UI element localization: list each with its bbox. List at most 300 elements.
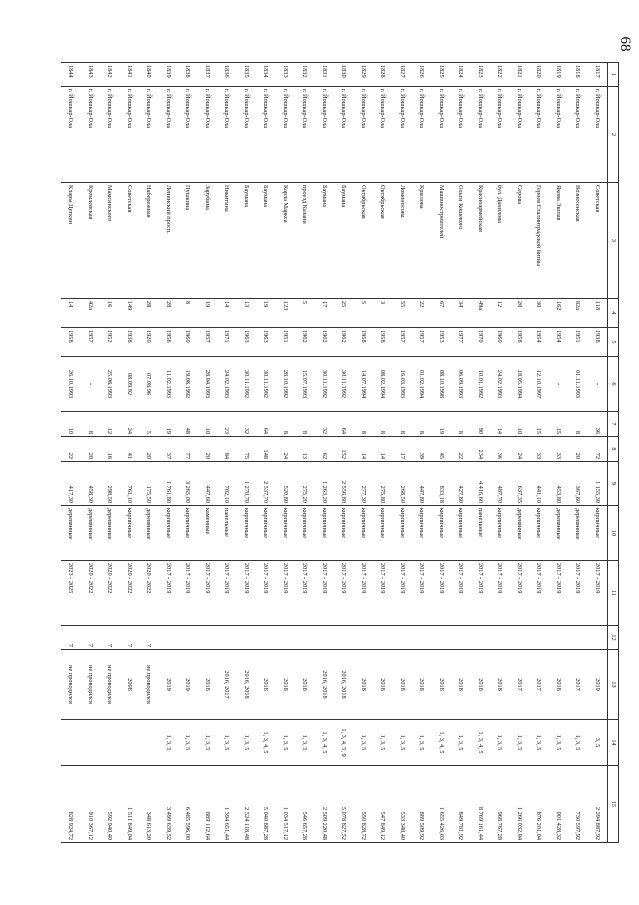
row-number: 1824 xyxy=(451,63,471,87)
value-cell-8: 37 xyxy=(159,437,179,462)
row-number: 1830 xyxy=(334,63,354,87)
date-cell: 26.10.1993 xyxy=(61,357,81,412)
house-number-cell: 82а xyxy=(568,299,588,328)
value-cell-8: 13 xyxy=(295,437,315,462)
value-cell-7: 8 xyxy=(451,412,471,437)
survey-year-cell: 2016, 2018 xyxy=(315,650,335,720)
street-cell: Баумана xyxy=(256,183,276,299)
date-cell: 30.11.1992 xyxy=(256,357,276,412)
table-row xyxy=(451,63,471,843)
column-header: 7 xyxy=(608,412,619,437)
date-cell: - xyxy=(81,357,101,412)
value-cell-7: 15 xyxy=(549,412,569,437)
house-number-cell: 13 xyxy=(237,299,257,328)
date-cell: 08.10.1998 xyxy=(432,357,452,412)
value-cell-8: 22 xyxy=(451,437,471,462)
date-cell: 08.09.92 xyxy=(120,357,140,412)
value-cell-7: 19 xyxy=(432,412,452,437)
year-built-cell: 1956 xyxy=(159,328,179,357)
street-cell: Баумана xyxy=(334,183,354,299)
wall-material-cell: кирпичные xyxy=(237,506,257,561)
street-cell: Клары Цеткин xyxy=(61,183,81,299)
city-cell: г. Йошкар-Ола xyxy=(354,87,374,183)
work-types-cell: 3, 5 xyxy=(588,720,608,766)
column-header: 12 xyxy=(608,626,619,650)
year-built-cell: 1960 xyxy=(178,328,198,357)
house-number-cell: 34 xyxy=(451,299,471,328)
row-number: 1820 xyxy=(529,63,549,87)
table-row xyxy=(120,63,140,843)
value-cell-12 xyxy=(334,626,354,650)
value-cell-12 xyxy=(198,626,218,650)
value-cell-8: 234 xyxy=(471,437,491,462)
area-cell: 1 263,20 xyxy=(315,462,335,506)
date-cell: 11.02.1993 xyxy=(159,357,179,412)
area-cell: 2 537,70 xyxy=(256,462,276,506)
house-number-cell: 14 xyxy=(217,299,237,328)
house-number-cell: 28 xyxy=(139,299,159,328)
house-number-cell: 30 xyxy=(529,299,549,328)
street-cell: Ольги Кошевого xyxy=(451,183,471,299)
row-number: 1827 xyxy=(393,63,413,87)
cost-cell: 876 201,04 xyxy=(529,766,549,843)
city-cell: г. Йошкар-Ола xyxy=(393,87,413,183)
house-number-cell: 118 xyxy=(588,299,608,328)
date-cell: 24.02.1993 xyxy=(217,357,237,412)
value-cell-8: 39 xyxy=(412,437,432,462)
house-number-cell: 67 xyxy=(432,299,452,328)
wall-material-cell: кирпичные xyxy=(490,506,510,561)
house-number-cell: 49а xyxy=(471,299,491,328)
wall-material-cell: панельные xyxy=(471,506,491,561)
table-row xyxy=(315,63,335,843)
column-header: 6 xyxy=(608,357,619,412)
wall-material-cell: кирпичные xyxy=(412,506,432,561)
date-cell: 30.11.1992 xyxy=(334,357,354,412)
value-cell-7: 64 xyxy=(256,412,276,437)
value-cell-12 xyxy=(276,626,296,650)
house-number-cell: 19 xyxy=(256,299,276,328)
house-number-cell: 28 xyxy=(159,299,179,328)
survey-year-cell: 2019 xyxy=(588,650,608,720)
house-number-cell: 22 xyxy=(412,299,432,328)
period-cell: 2017 - 2019 xyxy=(568,561,588,626)
wall-material-cell: деревянные xyxy=(81,506,101,561)
work-types-cell xyxy=(100,720,120,766)
area-cell: 447,80 xyxy=(412,462,432,506)
year-built-cell: 1938 xyxy=(120,328,140,357)
table-row xyxy=(237,63,257,843)
year-built-cell: 1920 xyxy=(139,328,159,357)
table-row xyxy=(198,63,218,843)
date-cell: 25.08.1993 xyxy=(100,357,120,412)
row-number: 1839 xyxy=(159,63,179,87)
value-cell-12 xyxy=(471,626,491,650)
survey-year-cell: 2018 xyxy=(198,650,218,720)
row-number: 1840 xyxy=(139,63,159,87)
value-cell-8: 36 xyxy=(490,437,510,462)
year-built-cell: 1957 xyxy=(393,328,413,357)
street-cell: Красноармейская xyxy=(471,183,491,299)
value-cell-8: 84 xyxy=(217,437,237,462)
work-types-cell: 1, 3, 4, 5 xyxy=(315,720,335,766)
house-number-cell: 20 xyxy=(510,299,530,328)
city-cell: г. Йошкар-Ола xyxy=(451,87,471,183)
row-number: 1821 xyxy=(510,63,530,87)
wall-material-cell: кирпичные xyxy=(373,506,393,561)
value-cell-7: 8 xyxy=(354,412,374,437)
cost-cell: 828 924,72 xyxy=(61,766,81,843)
survey-year-cell: не проводился xyxy=(139,650,159,720)
year-built-cell: 1957 xyxy=(198,328,218,357)
cost-cell: 5 078 827,52 xyxy=(334,766,354,843)
row-number: 1831 xyxy=(315,63,335,87)
value-cell-8: 20 xyxy=(568,437,588,462)
street-cell: Якова Эшпая xyxy=(549,183,569,299)
value-cell-8: 62 xyxy=(315,437,335,462)
area-cell: 277,30 xyxy=(354,462,374,506)
survey-year-cell: 2018 xyxy=(295,650,315,720)
survey-year-cell: 2017 xyxy=(568,650,588,720)
period-cell: 2017 - 2019 xyxy=(334,561,354,626)
value-cell-12 xyxy=(549,626,569,650)
street-cell: Карла Маркса xyxy=(276,183,296,299)
house-number-cell: 5 xyxy=(295,299,315,328)
city-cell: г. Йошкар-Ола xyxy=(412,87,432,183)
wall-material-cell: деревянные xyxy=(139,506,159,561)
period-cell: 2017 - 2019 xyxy=(178,561,198,626)
house-number-cell: 12 xyxy=(490,299,510,328)
city-cell: г. Йошкар-Ола xyxy=(490,87,510,183)
city-cell: г. Йошкар-Ола xyxy=(198,87,218,183)
wall-material-cell: деревянные xyxy=(549,506,569,561)
work-types-cell: 1, 3, 5 xyxy=(198,720,218,766)
year-built-cell: 1962 xyxy=(315,328,335,357)
street-cell: Никитина xyxy=(217,183,237,299)
row-number: 1842 xyxy=(100,63,120,87)
value-cell-8: 16 xyxy=(100,437,120,462)
date-cell: 19.08.1992 xyxy=(178,357,198,412)
year-built-cell: 1957 xyxy=(412,328,432,357)
wall-material-cell: кирпичные xyxy=(451,506,471,561)
value-cell-7: 36 xyxy=(588,412,608,437)
date-cell: 28.04.1993 xyxy=(198,357,218,412)
period-cell: 2017 - 2019 xyxy=(256,561,276,626)
year-built-cell: 1938 xyxy=(588,328,608,357)
value-cell-8: 20 xyxy=(198,437,218,462)
street-cell: Кремлевская xyxy=(81,183,101,299)
value-cell-8: 14 xyxy=(373,437,393,462)
date-cell: 18.05.1994 xyxy=(510,357,530,412)
table-row xyxy=(393,63,413,843)
column-header: 15 xyxy=(608,766,619,843)
row-number: 1818 xyxy=(568,63,588,87)
value-cell-7: 64 xyxy=(334,412,354,437)
row-number: 1837 xyxy=(198,63,218,87)
value-cell-8: 77 xyxy=(178,437,198,462)
table-row xyxy=(256,63,276,843)
city-cell: г. Йошкар-Ола xyxy=(588,87,608,183)
value-cell-12: 7 xyxy=(61,626,81,650)
area-cell: 1 270,70 xyxy=(237,462,257,506)
period-cell: 2017 - 2019 xyxy=(198,561,218,626)
street-cell: Героев Сталинградской битвы xyxy=(529,183,549,299)
area-cell: 2 556,80 xyxy=(334,462,354,506)
period-cell: 2020 - 2022 xyxy=(139,561,159,626)
house-number-cell: 123 xyxy=(276,299,296,328)
wall-material-cell: кирпичные xyxy=(276,506,296,561)
period-cell: 2017 - 2019 xyxy=(432,561,452,626)
table-row xyxy=(217,63,237,843)
rotated-table-container xyxy=(67,62,619,842)
area-cell: 4 416,60 xyxy=(471,462,491,506)
value-cell-12 xyxy=(510,626,530,650)
city-cell: г. Йошкар-Ола xyxy=(334,87,354,183)
table-row xyxy=(178,63,198,843)
survey-year-cell: 2018 xyxy=(276,650,296,720)
area-cell: 1 761,80 xyxy=(159,462,179,506)
city-cell: г. Йошкар-Ола xyxy=(100,87,120,183)
period-cell: 2017 - 2019 xyxy=(237,561,257,626)
column-header: 9 xyxy=(608,462,619,506)
street-cell: Советская xyxy=(588,183,608,299)
street-cell: Ломоносова xyxy=(393,183,413,299)
cost-cell: 1 034 517,12 xyxy=(276,766,296,843)
street-cell: Октябрьская xyxy=(354,183,374,299)
survey-year-cell: 2018 xyxy=(549,650,569,720)
survey-year-cell: 2018 xyxy=(354,650,374,720)
wall-material-cell: кирпичные xyxy=(334,506,354,561)
value-cell-12 xyxy=(178,626,198,650)
street-cell: Советская xyxy=(120,183,140,299)
value-cell-8: 152 xyxy=(334,437,354,462)
work-types-cell: 1, 3, 5 xyxy=(451,720,471,766)
value-cell-12 xyxy=(568,626,588,650)
area-cell: 453,80 xyxy=(549,462,569,506)
street-cell: Баумана xyxy=(237,183,257,299)
work-types-cell: 1, 3, 5 xyxy=(178,720,198,766)
date-cell: 24.02.1993 xyxy=(490,357,510,412)
city-cell: г. Йошкар-Ола xyxy=(510,87,530,183)
date-cell: 08.02.1994 xyxy=(373,357,393,412)
date-cell: 07.08.96 xyxy=(139,357,159,412)
value-cell-8: 41 xyxy=(120,437,140,462)
work-types-cell: 1, 3, 5 xyxy=(217,720,237,766)
city-cell: г. Йошкар-Ола xyxy=(61,87,81,183)
year-built-cell: 1963 xyxy=(256,328,276,357)
wall-material-cell: кирпичные xyxy=(178,506,198,561)
cost-cell: 547 849,12 xyxy=(373,766,393,843)
table-row xyxy=(412,63,432,843)
value-cell-7: 8 xyxy=(393,412,413,437)
period-cell: 2017 - 2019 xyxy=(393,561,413,626)
cost-cell: 901 428,32 xyxy=(549,766,569,843)
area-cell: 3 265,00 xyxy=(178,462,198,506)
wall-material-cell: деревянные xyxy=(61,506,81,561)
table-row xyxy=(510,63,530,843)
housing-table xyxy=(61,62,619,843)
value-cell-7: 10 xyxy=(61,412,81,437)
value-cell-8: 20 xyxy=(139,437,159,462)
house-number-cell: 3 xyxy=(373,299,393,328)
date-cell: 14.07.1994 xyxy=(354,357,374,412)
house-number-cell: 16 xyxy=(100,299,120,328)
work-types-cell: 1, 3, 4, 5 xyxy=(432,720,452,766)
value-cell-12 xyxy=(237,626,257,650)
period-cell: 2017 - 2019 xyxy=(295,561,315,626)
work-types-cell: 1, 3, 5 xyxy=(354,720,374,766)
table-row xyxy=(549,63,569,843)
work-types-cell: 1, 3, 5 xyxy=(529,720,549,766)
column-header: 3 xyxy=(608,183,619,299)
date-cell: 28.10.1992 xyxy=(276,357,296,412)
period-cell: 2017 - 2019 xyxy=(510,561,530,626)
city-cell: г. Йошкар-Ола xyxy=(549,87,569,183)
value-cell-7: 12 xyxy=(100,412,120,437)
work-types-cell: 1, 3, 5 xyxy=(568,720,588,766)
survey-year-cell: 2018 xyxy=(471,650,491,720)
date-cell: 12.10.1997 xyxy=(529,357,549,412)
house-number-cell: 162 xyxy=(549,299,569,328)
value-cell-12: 7 xyxy=(139,626,159,650)
value-cell-12: 7 xyxy=(100,626,120,650)
table-row xyxy=(295,63,315,843)
year-built-cell: 1962 xyxy=(334,328,354,357)
house-number-cell: 8 xyxy=(178,299,198,328)
wall-material-cell: кирпичные xyxy=(256,506,276,561)
table-row xyxy=(568,63,588,843)
year-built-cell: 1963 xyxy=(237,328,257,357)
survey-year-cell: 2008 xyxy=(120,650,140,720)
city-cell: г. Йошкар-Ола xyxy=(315,87,335,183)
house-number-cell: 5 xyxy=(354,299,374,328)
area-cell: 458,30 xyxy=(81,462,101,506)
work-types-cell: 1, 3, 5 xyxy=(295,720,315,766)
work-types-cell: 1, 3, 5 xyxy=(510,720,530,766)
wall-material-cell: панельные xyxy=(217,506,237,561)
value-cell-12 xyxy=(529,626,549,650)
city-cell: г. Йошкар-Ола xyxy=(432,87,452,183)
value-cell-12 xyxy=(393,626,413,650)
street-cell: Пушкина xyxy=(178,183,198,299)
street-cell: Баумана xyxy=(315,183,335,299)
city-cell: г. Йошкар-Ола xyxy=(178,87,198,183)
street-cell: проезд Казани xyxy=(295,183,315,299)
period-cell: 2017 - 2019 xyxy=(412,561,432,626)
row-number: 1843 xyxy=(81,63,101,87)
value-cell-12 xyxy=(412,626,432,650)
area-cell: 367,80 xyxy=(568,462,588,506)
survey-year-cell: 2019 xyxy=(159,650,179,720)
value-cell-8: 24 xyxy=(276,437,296,462)
area-cell: 441,10 xyxy=(529,462,549,506)
table-row xyxy=(61,63,81,843)
survey-year-cell: 2018 xyxy=(393,650,413,720)
cost-cell: 546 657,28 xyxy=(295,766,315,843)
column-header: 11 xyxy=(608,561,619,626)
wall-material-cell: деревянные xyxy=(100,506,120,561)
cost-cell: 6 485 596,00 xyxy=(178,766,198,843)
street-cell: Мамсинского xyxy=(100,183,120,299)
date-cell: - xyxy=(588,357,608,412)
value-cell-7: 23 xyxy=(217,412,237,437)
work-types-cell: 1, 3, 4, 5 xyxy=(471,720,491,766)
city-cell: г. Йошкар-Ола xyxy=(373,87,393,183)
cost-cell: 550 828,72 xyxy=(354,766,374,843)
city-cell: г. Йошкар-Ола xyxy=(276,87,296,183)
wall-material-cell: каменные xyxy=(198,506,218,561)
value-cell-8: 75 xyxy=(237,437,257,462)
wall-material-cell: кирпичные xyxy=(393,506,413,561)
survey-year-cell: 2016, 2017 xyxy=(217,650,237,720)
work-types-cell: 1, 3, 5 xyxy=(412,720,432,766)
wall-material-cell: кирпичные xyxy=(295,506,315,561)
date-cell: 16.03.1993 xyxy=(393,357,413,412)
row-number: 1835 xyxy=(237,63,257,87)
value-cell-12 xyxy=(373,626,393,650)
cost-cell: 889 509,92 xyxy=(412,766,432,843)
value-cell-8: 45 xyxy=(432,437,452,462)
cost-cell: 592 940,40 xyxy=(100,766,120,843)
survey-year-cell: 2016, 2018 xyxy=(334,650,354,720)
date-cell: 30.11.1992 xyxy=(237,357,257,412)
area-cell: 520,80 xyxy=(276,462,296,506)
value-cell-8: 22 xyxy=(61,437,81,462)
house-number-cell: 42а xyxy=(81,299,101,328)
period-cell: 2017 - 2019 xyxy=(490,561,510,626)
area-cell: 637,35 xyxy=(510,462,530,506)
year-built-cell: 1954 xyxy=(529,328,549,357)
area-cell: 487,70 xyxy=(490,462,510,506)
row-number: 1819 xyxy=(549,63,569,87)
street-cell: Зарубина xyxy=(198,183,218,299)
work-types-cell xyxy=(81,720,101,766)
value-cell-7: 90 xyxy=(471,412,491,437)
value-cell-12 xyxy=(490,626,510,650)
table-row xyxy=(139,63,159,843)
date-cell: 30.11.1992 xyxy=(315,357,335,412)
cost-cell: 5 040 887,28 xyxy=(256,766,276,843)
area-cell: 761,10 xyxy=(120,462,140,506)
wall-material-cell: кирпичные xyxy=(159,506,179,561)
value-cell-12 xyxy=(451,626,471,650)
value-cell-8: 14 xyxy=(354,437,374,462)
wall-material-cell: кирпичные xyxy=(315,506,335,561)
column-header: 2 xyxy=(608,87,619,183)
value-cell-7: 19 xyxy=(159,412,179,437)
cost-cell: 968 767,28 xyxy=(490,766,510,843)
area-cell: 298,50 xyxy=(100,462,120,506)
value-cell-7: 32 xyxy=(237,412,257,437)
survey-year-cell: 2019 xyxy=(178,650,198,720)
header-row xyxy=(608,63,619,843)
year-built-cell: 1953 xyxy=(432,328,452,357)
value-cell-12 xyxy=(432,626,452,650)
city-cell: г. Йошкар-Ола xyxy=(217,87,237,183)
work-types-cell: 1, 3, 5 xyxy=(549,720,569,766)
column-header: 10 xyxy=(608,506,619,561)
survey-year-cell: 2018 xyxy=(432,650,452,720)
city-cell: г. Йошкар-Ола xyxy=(159,87,179,183)
value-cell-7: 14 xyxy=(490,412,510,437)
date-cell: 15.07.1993 xyxy=(295,357,315,412)
survey-year-cell: 2017 xyxy=(529,650,549,720)
area-cell: 427,80 xyxy=(451,462,471,506)
value-cell-8: 17 xyxy=(393,437,413,462)
cost-cell: 1 655 426,03 xyxy=(432,766,452,843)
area-cell: 1 155,30 xyxy=(588,462,608,506)
survey-year-cell: 2018 xyxy=(373,650,393,720)
